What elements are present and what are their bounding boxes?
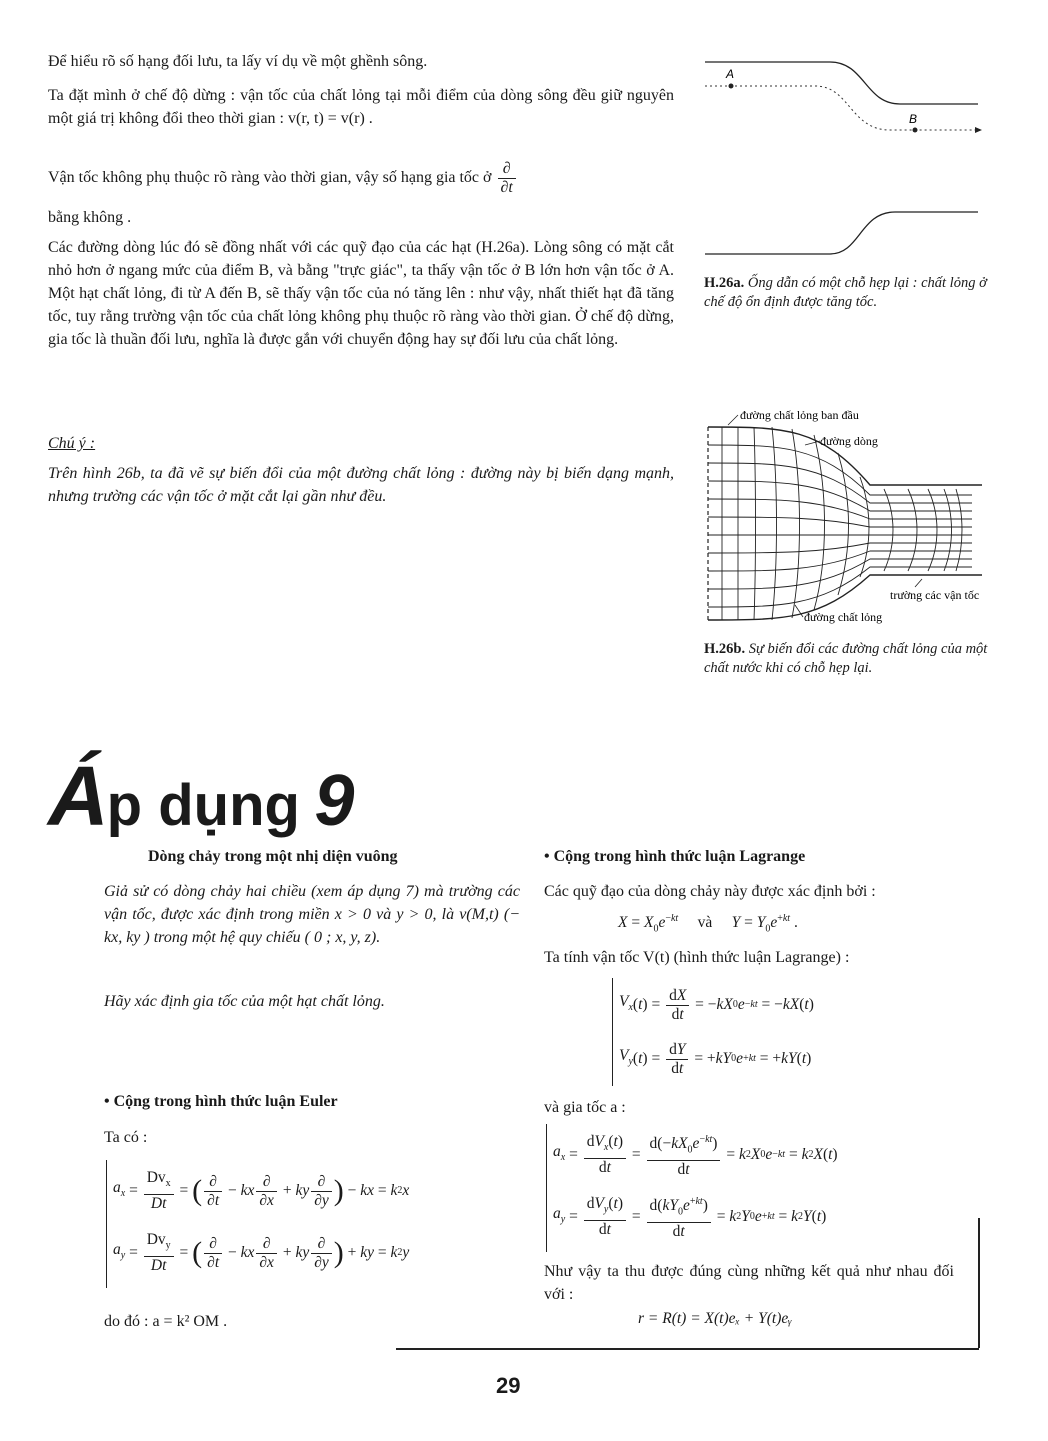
pipe-upper-wall — [705, 62, 978, 104]
application-heading — [48, 748, 354, 845]
problem-statement: Giả sử có dòng chảy hai chiều (xem áp dụng 7) mà trường các vận tốc, được xác định trong miền x > 0 và y > 0, là v(M,t) (− kx, ky ) trong một hệ quy chiếu ( 0 ; x, y, z). — [104, 883, 520, 946]
point-b-label: B — [909, 112, 918, 126]
lagrange-acceleration-equations: $a_x$ = $\frac{dV_x(t)}{dt}$ = $\frac{d(-kX_0e^{-kt})}{dt}$ = k 2 X 0 e −kt = k 2 X ( t ) $a_y$ = $\frac{dV_y(t)}{dt}$ = $\frac{d(kY_0e^{+kt})}{dt}$ = k 2 Y 0 e +kt = k 2 Y ( t ) — [546, 1124, 838, 1252]
annotation-velocity-field: trường các vận tốc — [890, 588, 980, 602]
application-heading-text: p dụng — [106, 773, 300, 838]
bottom-rule — [396, 1348, 979, 1350]
pipe-lower-wall — [705, 212, 978, 254]
lagrange-conclusion: Như vậy ta thu được đúng cùng những kết quả như nhau đối với : — [544, 1263, 954, 1303]
lagrange-trajectories: $X = X_0e^{-kt}$ và $Y = Y_0e^{+kt}$ . — [618, 913, 798, 935]
application-subtitle: Dòng chảy trong một nhị diện vuông — [148, 848, 398, 865]
intro-paragraph-3-text: Vận tốc không phụ thuộc rõ ràng vào thời gian, vậy số hạng gia tốc ở — [48, 169, 492, 187]
lagrange-velocity-intro: Ta tính vận tốc V(t) (hình thức luận Lagrange) : — [544, 949, 850, 966]
figure-26a-caption-label: H.26a. — [704, 275, 745, 291]
application-heading-initial: Á — [48, 749, 107, 843]
figure-26b-caption-label: H.26b. — [704, 641, 746, 657]
annotation-initial-fluid-line: đường chất lỏng ban đầu — [740, 408, 859, 422]
figure-26b — [700, 405, 995, 630]
annotation-streamline: đường dòng — [820, 434, 878, 448]
lagrange-intro: Các quỹ đạo của dòng chảy này được xác định bởi : — [544, 883, 876, 900]
intro-paragraph-3-end: bằng không . — [48, 209, 132, 226]
euler-intro: Ta có : — [104, 1129, 148, 1146]
lagrange-accel-intro: và gia tốc a : — [544, 1099, 626, 1116]
point-b-marker — [913, 128, 918, 133]
note-body: Trên hình 26b, ta đã vẽ sự biến đổi của một đường chất lỏng : đường này bị biến dạng mạnh, nhưng trường các vận tốc ở mặt cắt lại gần như đều. — [48, 465, 674, 505]
lagrange-velocity-equations: $V_x$ ( t ) = $\frac{dX}{dt}$ = − kX 0 e −kt = − kX ( t ) $V_y$ ( t ) = $\frac{dY}{dt}$ = + kY 0 e +kt = + kY ( t ) — [612, 978, 814, 1086]
euler-title: • Cộng trong hình thức luận Euler — [104, 1093, 338, 1110]
streamline-dotted — [705, 86, 975, 130]
intro-paragraph-2: Ta đặt mình ở chế độ dừng : vận tốc của chất lỏng tại mỗi điểm của dòng sông đều giữ nguyên một giá trị không đổi theo thời gian : v(r, t) = v(r) . — [48, 87, 674, 127]
application-heading-number: 9 — [314, 761, 355, 841]
lagrange-title: • Cộng trong hình thức luận Lagrange — [544, 848, 806, 865]
euler-equations: $a_x$ = $\frac{Dv_x}{Dt}$ = ( $\frac{\partial}{\partial t}$ − kx $\frac{\partial}{\partial x}$ + ky $\frac{\partial}{\partial y}$ ) − kx = k 2 x $a_y$ = $\frac{Dv_y}{Dt}$ = ( $\frac{\partial}{\partial t}$ − kx $\frac{\partial}{\partial x}$ + ky $\frac{\partial}{\partial y}$ ) + ky = k 2 y — [106, 1160, 409, 1288]
figure-26a-caption — [704, 274, 989, 312]
euler-conclusion: do đó : a = k² OM . — [104, 1313, 228, 1330]
figure-26a-caption-text: Ống dẫn có một chỗ hẹp lại : chất lỏng ở chế độ ổn định được tăng tốc. — [704, 275, 987, 310]
flow-arrow-icon — [975, 127, 982, 133]
problem-question: Hãy xác định gia tốc của một hạt chất lỏng. — [104, 993, 385, 1010]
intro-paragraph-1: Để hiểu rõ số hạng đối lưu, ta lấy ví dụ về một ghềnh sông. — [48, 53, 428, 70]
figure-26b-caption — [704, 640, 989, 678]
lagrange-final-relation: r = R(t) = X(t)eₓ + Y(t)eᵧ — [638, 1310, 792, 1327]
figure-26a — [700, 52, 990, 267]
point-a-marker — [729, 84, 734, 89]
partial-t-fraction: $\frac{\partial}{\partial t}$ — [498, 160, 516, 197]
page-number: 29 — [496, 1373, 521, 1398]
intro-paragraph-4: Các đường dòng lúc đó sẽ đồng nhất với các quỹ đạo của các hạt (H.26a). Lòng sông có mặt cắt nhỏ hơn ở ngang mức của điểm B, và bằng "trực giác", ta thấy vận tốc ở B lớn hơn vận tốc ở A. Một hạt chất lỏng, đi từ A đến B, sẽ thấy vận tốc của nó tăng lên : như vậy, nhất thiết hạt đã tăng tốc, tuy rằng trường vận tốc của chất lỏng không phụ thuộc rõ ràng vào thời gian. Ở chế độ dừng, gia tốc là thuần đối lưu, nghĩa là được gắn với chuyển động hay sự đối lưu của chất lỏng. — [48, 239, 674, 348]
right-margin-rule — [978, 1218, 980, 1348]
intro-paragraph-3 — [48, 160, 688, 197]
annotation-fluid-line: đường chất lỏng — [804, 610, 883, 624]
figure-26b-caption-text: Sự biến đổi các đường chất lỏng của một chất nước khi có chỗ hẹp lại. — [704, 641, 988, 676]
note-title: Chú ý : — [48, 435, 96, 452]
point-a-label: A — [726, 67, 735, 81]
